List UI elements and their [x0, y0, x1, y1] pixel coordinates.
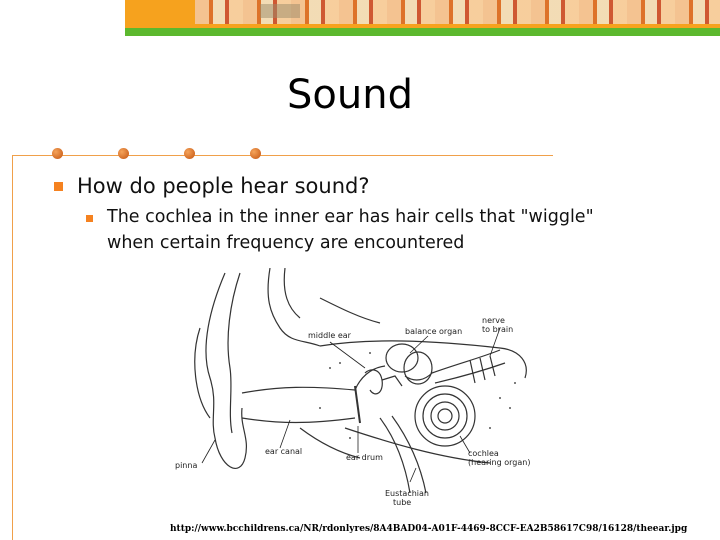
- label-nerve-line1: nerve: [482, 316, 505, 325]
- label-cochlea-line2: (hearing organ): [468, 458, 531, 467]
- label-ear-canal: ear canal: [265, 447, 303, 456]
- banner-artwork-detail: [260, 4, 300, 18]
- slide-title: Sound: [287, 72, 413, 118]
- divider-dot: [118, 148, 129, 159]
- label-balance-organ: balance organ: [405, 327, 463, 336]
- header-banner: [125, 0, 720, 36]
- bullet-marker: [54, 182, 63, 191]
- divider-dot: [184, 148, 195, 159]
- label-middle-ear: middle ear: [308, 331, 351, 340]
- label-nerve-line2: to brain: [482, 325, 514, 334]
- image-source-url: http://www.bcchildrens.ca/NR/rdonlyres/8A4BAD04-A01F-4469-8CCF-EA2B58617C98/16128/theear.jpg: [170, 524, 688, 534]
- ear-anatomy-diagram: [170, 268, 550, 514]
- left-border-line: [12, 155, 13, 540]
- label-ear-drum: ear drum: [346, 453, 383, 462]
- divider-dot: [250, 148, 261, 159]
- label-cochlea-line1: cochlea: [468, 449, 499, 458]
- title-divider: [12, 155, 553, 156]
- banner-green-strip: [125, 28, 720, 36]
- label-eustachian-line1: Eustachian: [385, 489, 429, 498]
- label-pinna: pinna: [175, 461, 198, 470]
- divider-dot: [52, 148, 63, 159]
- label-eustachian-line2: tube: [393, 498, 412, 507]
- sub-bullet-text: The cochlea in the inner ear has hair cells that "wiggle" when certain frequency are encountered: [107, 207, 594, 253]
- bullet-text: How do people hear sound?: [77, 174, 370, 198]
- sub-bullet-marker: [86, 215, 93, 222]
